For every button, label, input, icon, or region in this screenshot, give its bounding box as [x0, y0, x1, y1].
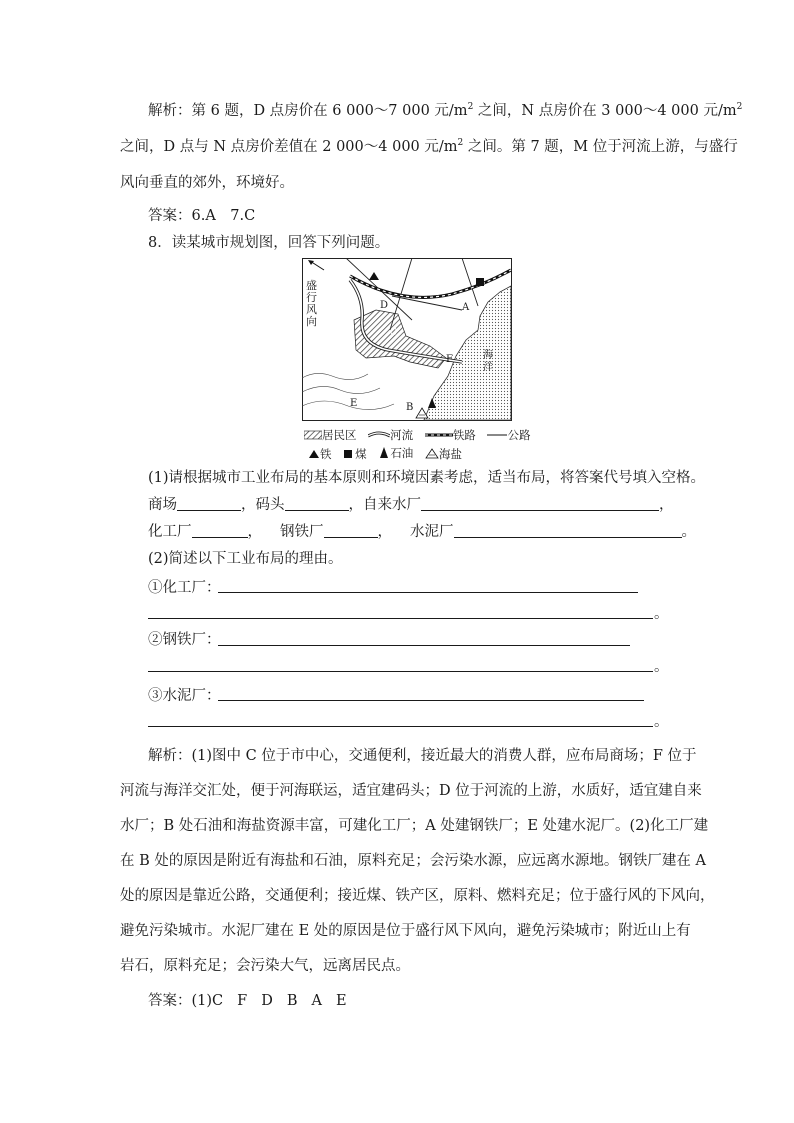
fill-row-2: 化工厂 ， 钢铁厂 ， 水泥厂 。: [148, 524, 696, 540]
chemical-plant-blank[interactable]: [192, 523, 248, 538]
waterworks-blank[interactable]: [421, 496, 659, 511]
question-part-1: (1)请根据城市工业布局的基本原则和环境因素考虑，适当布局，将答案代号填入空格。: [148, 470, 706, 486]
legend-road: 公路: [507, 428, 531, 442]
question-part-2: (2)简述以下工业布局的理由。: [148, 551, 343, 567]
analysis-6-7-line-3: 风向垂直的郊外，环境好。: [120, 175, 294, 191]
legend-coal: 煤: [343, 446, 367, 462]
reason-chemical-line-2[interactable]: [148, 618, 653, 619]
legend-iron: 铁: [308, 446, 332, 462]
analysis-8-line-1: 解析：(1)图中 C 位于市中心，交通便利，接近最大的消费人群，应布局商场；F 位于: [148, 748, 697, 764]
point-label-A: A: [462, 302, 470, 313]
reason-cement-label: ③水泥厂：: [148, 688, 221, 704]
point-label-D: D: [380, 300, 389, 311]
analysis-8-line-4: 在 B 处的原因是附近有海盐和石油，原料充足；会污染水源，应远离水源地。钢铁厂建在 A: [120, 853, 706, 869]
reason-steel-line-2[interactable]: [148, 671, 653, 672]
reason-steel-line-1[interactable]: [218, 645, 630, 646]
analysis-8-line-7: 岩石，原料充足；会污染大气，远离居民点。: [120, 958, 410, 974]
answer-6-7: 答案：6.A 7.C: [148, 208, 256, 224]
sea-label: 海洋: [483, 350, 493, 373]
map-legend-row-2: [308, 445, 470, 462]
wind-direction-label: 盛行风向: [306, 279, 317, 328]
question-8-title: 8．读某城市规划图，回答下列问题。: [148, 235, 390, 251]
analysis-8-line-5: 处的原因是靠近公路，交通便利；接近煤、铁产区，原料、燃料充足；位于盛行风的下风向，: [120, 888, 715, 904]
wharf-blank[interactable]: [285, 496, 349, 511]
period: 。: [654, 714, 669, 730]
fill-row-1: 商场 ，码头 ，自来水厂 ，: [148, 497, 674, 513]
legend-river: 河流: [368, 427, 413, 443]
reason-cement-line-2[interactable]: [148, 726, 653, 727]
steel-plant-blank[interactable]: [324, 523, 378, 538]
reason-cement-line-1[interactable]: [218, 700, 644, 701]
legend-oil: 石油: [378, 445, 413, 461]
point-label-B: B: [406, 402, 414, 413]
reason-chemical-line-1[interactable]: [218, 592, 638, 593]
coal-symbol: [476, 278, 484, 286]
point-label-E: E: [350, 398, 358, 409]
period: 。: [654, 606, 669, 622]
point-label-F: F: [446, 354, 453, 365]
analysis-8-line-3: 水厂；B 处石油和海盐资源丰富，可建化工厂；A 处建钢铁厂；E 处建水泥厂。(2)化工厂建: [120, 818, 709, 834]
answer-8: 答案：(1)C F D B A E: [148, 993, 347, 1009]
analysis-8-line-2: 河流与海洋交汇处，便于河海联运，适宜建码头；D 位于河流的上游，水质好，适宜建自来: [120, 783, 702, 799]
cement-plant-blank[interactable]: [454, 523, 682, 538]
period: 。: [654, 659, 669, 675]
legend-railway: 铁路: [452, 428, 476, 442]
legend-residential: 居民区: [304, 427, 357, 443]
analysis-6-7-line-2: 之间，D 点与 N 点房价差值在 2 000～4 000 元$/m^2$ 之间。第 7 题，M 位于河流上游，与盛行: [120, 138, 738, 155]
analysis-8-line-6: 避免污染城市。水泥厂建在 E 处的原因是位于盛行风下风向，避免污染城市；附近山上有: [120, 923, 691, 939]
point-label-C: C: [390, 328, 397, 338]
analysis-6-7-line-1: 解析：第 6 题，D 点房价在 6 000～7 000 元$/m^2$ 之间，N 点房价在 3 000～4 000 元$/m^2$: [148, 102, 743, 119]
reason-chemical-label: ①化工厂：: [148, 580, 221, 596]
reason-steel-label: ②钢铁厂：: [148, 632, 221, 648]
map-legend-row-1: [304, 427, 538, 443]
mall-blank[interactable]: [177, 496, 241, 511]
legend-sea-salt: 海盐: [425, 446, 462, 462]
city-planning-map: [302, 258, 512, 421]
